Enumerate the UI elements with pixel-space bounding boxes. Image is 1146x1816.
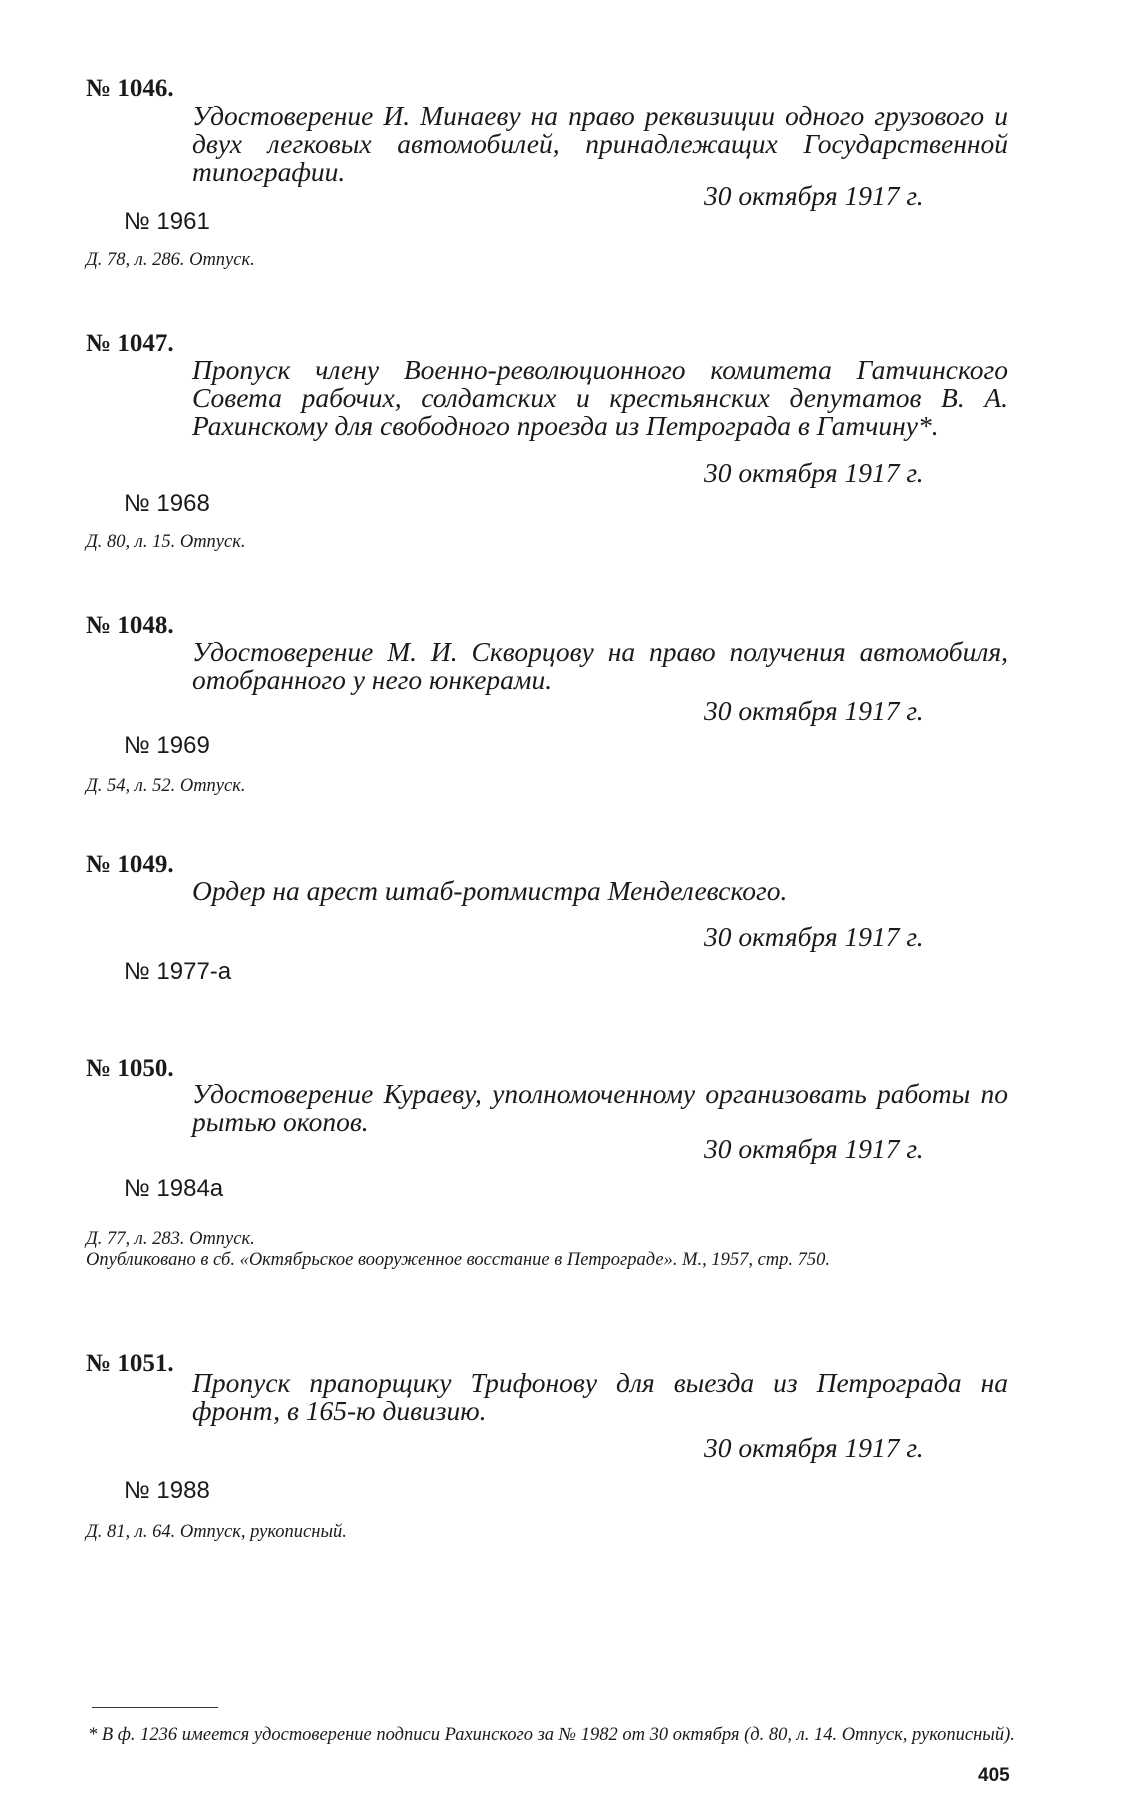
entry-date: 30 октября 1917 г.	[704, 1133, 924, 1164]
entry-title: Удостоверение И. Минаеву на право реквизиции одного грузового и двух легковых автомобилей, принадлежащих Государственной типографии.	[192, 100, 1008, 187]
entry-number: № 1047.	[86, 330, 174, 357]
entry-number: № 1051.	[86, 1350, 174, 1377]
entry-title: Ордер на арест штаб-ротмистра Менделевского.	[192, 875, 788, 906]
entry-title: Удостоверение Кураеву, уполномоченному организовать работы по рытью окопов.	[192, 1078, 1008, 1137]
entry-date: 30 октября 1917 г.	[704, 180, 924, 211]
entry-number: № 1048.	[86, 612, 174, 639]
entry-date: 30 октября 1917 г.	[704, 921, 924, 952]
footnote: * В ф. 1236 имеется удостоверение подписи Рахинского за № 1982 от 30 октября (д. 80, л. 14. Отпуск, рукописный).	[88, 1725, 1015, 1745]
entry-registration-number: № 1984а	[124, 1175, 224, 1202]
entry-archive-reference: Д. 81, л. 64. Отпуск, рукописный.	[86, 1522, 347, 1542]
entry-title: Пропуск члену Военно-революционного комитета Гатчинского Совета рабочих, солдатских и крестьянских депутатов В. А. Рахинскому для свободного проезда из Петрограда в Гатчину*.	[192, 354, 1008, 441]
entry-number: № 1046.	[86, 75, 174, 102]
footnote-separator	[92, 1707, 218, 1708]
entry-date: 30 октября 1917 г.	[704, 1432, 924, 1463]
entry-registration-number: № 1961	[124, 208, 210, 235]
entry-registration-number: № 1977-а	[124, 958, 232, 985]
entry-archive-reference: Д. 80, л. 15. Отпуск.	[86, 532, 246, 552]
entry-number: № 1050.	[86, 1055, 174, 1082]
entry-archive-reference: Д. 78, л. 286. Отпуск.	[86, 250, 255, 270]
entry-date: 30 октября 1917 г.	[704, 695, 924, 726]
entry-publication-note: Опубликовано в сб. «Октябрьское вооруженное восстание в Петрограде». М., 1957, стр. 750.	[86, 1250, 831, 1270]
entry-archive-reference: Д. 77, л. 283. Отпуск.	[86, 1229, 255, 1249]
entry-registration-number: № 1968	[124, 490, 210, 517]
entry-date: 30 октября 1917 г.	[704, 457, 924, 488]
entry-registration-number: № 1988	[124, 1477, 210, 1504]
entry-number: № 1049.	[86, 851, 174, 878]
entry-title: Пропуск прапорщику Трифонову для выезда из Петрограда на фронт, в 165-ю дивизию.	[192, 1367, 1008, 1426]
entry-archive-reference: Д. 54, л. 52. Отпуск.	[86, 776, 246, 796]
entry-registration-number: № 1969	[124, 732, 210, 759]
entry-title: Удостоверение М. И. Скворцову на право получения автомобиля, отобранного у него юнкерами.	[192, 636, 1008, 695]
page-number: 405	[978, 1765, 1010, 1786]
